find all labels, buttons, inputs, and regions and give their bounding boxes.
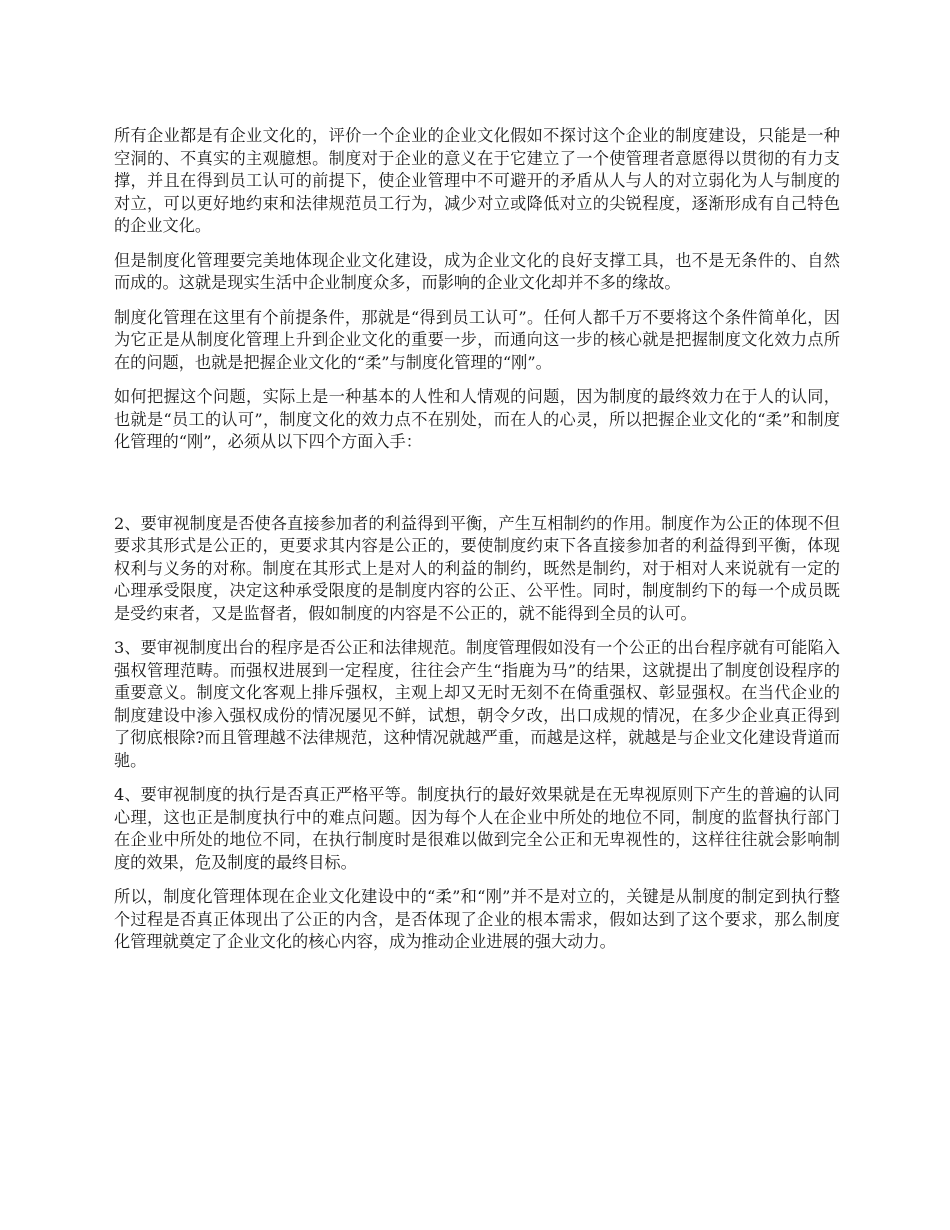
paragraph-point-4: 4、要审视制度的执行是否真正严格平等。制度执行的最好效果就是在无卑视原则下产生的普遍的认同心理，这也正是制度执行中的难点问题。因为每个人在企业中所处的地位不同，制度的监督执行部门在企业中所处的地位不同，在执行制度时是很难以做到完全公正和无卑视性的，这样往往就会影响制度的效果，危及制度的最终目标。 xyxy=(114,785,840,872)
document-body xyxy=(114,125,840,966)
paragraph-point-2: 2、要审视制度是否使各直接参加者的利益得到平衡，产生互相制约的作用。制度作为公正的体现不但要求其形式是公正的，更要求其内容是公正的，要使制度约束下各直接参加者的利益得到平衡，体现权利与义务的对称。制度在其形式上是对人的利益的制约，既然是制约，对于相对人来说就有一定的心理承受限度，决定这种承受限度的是制度内容的公正、公平性。同时，制度制约下的每一个成员既是受约束者，又是监督者，假如制度的内容是不公正的，就不能得到全员的认可。 xyxy=(114,513,840,623)
paragraph-intro-2: 但是制度化管理要完美地体现企业文化建设，成为企业文化的良好支撑工具，也不是无条件的、自然而成的。这就是现实生活中企业制度众多，而影响的企业文化却并不多的缘故。 xyxy=(114,250,840,292)
paragraph-point-3: 3、要审视制度出台的程序是否公正和法律规范。制度管理假如没有一个公正的出台程序就有可能陷入强权管理范畴。而强权进展到一定程度，往往会产生“指鹿为马”的结果，这就提出了制度创设程序的重要意义。制度文化客观上排斥强权，主观上却又无时无刻不在倚重强权、彰显强权。在当代企业的制度建设中渗入强权成份的情况屡见不鲜，试想，朝令夕改，出口成规的情况，在多少企业真正得到了彻底根除?而且管理越不法律规范，这种情况就越严重，而越是这样，就越是与企业文化建设背道而驰。 xyxy=(114,638,840,770)
paragraph-intro-3: 制度化管理在这里有个前提条件，那就是“得到员工认可”。任何人都千万不要将这个条件简单化，因为它正是从制度化管理上升到企业文化的重要一步，而通向这一步的核心就是把握制度文化效力点所在的问题，也就是把握企业文化的“柔”与制度化管理的“刚”。 xyxy=(114,307,840,372)
paragraph-intro-4: 如何把握这个问题，实际上是一种基本的人性和人情观的问题，因为制度的最终效力在于人的认同，也就是“员工的认可”，制度文化的效力点不在别处，而在人的心灵，所以把握企业文化的“柔”和制度化管理的“刚”，必须从以下四个方面入手： xyxy=(114,387,840,451)
blank-gap xyxy=(114,466,840,513)
paragraph-intro-1: 所有企业都是有企业文化的，评价一个企业的企业文化假如不探讨这个企业的制度建设，只能是一种空洞的、不真实的主观臆想。制度对于企业的意义在于它建立了一个使管理者意愿得以贯彻的有力支撑，并且在得到员工认可的前提下，使企业管理中不可避开的矛盾从人与人的对立弱化为人与制度的对立，可以更好地约束和法律规范员工行为，减少对立或降低对立的尖锐程度，逐渐形成有自己特色的企业文化。 xyxy=(114,126,840,235)
paragraph-conclusion: 所以，制度化管理体现在企业文化建设中的“柔”和“刚”并不是对立的，关键是从制度的制定到执行整个过程是否真正体现出了公正的内含，是否体现了企业的根本需求，假如达到了这个要求，那么制度化管理就奠定了企业文化的核心内容，成为推动企业进展的强大动力。 xyxy=(114,887,840,951)
